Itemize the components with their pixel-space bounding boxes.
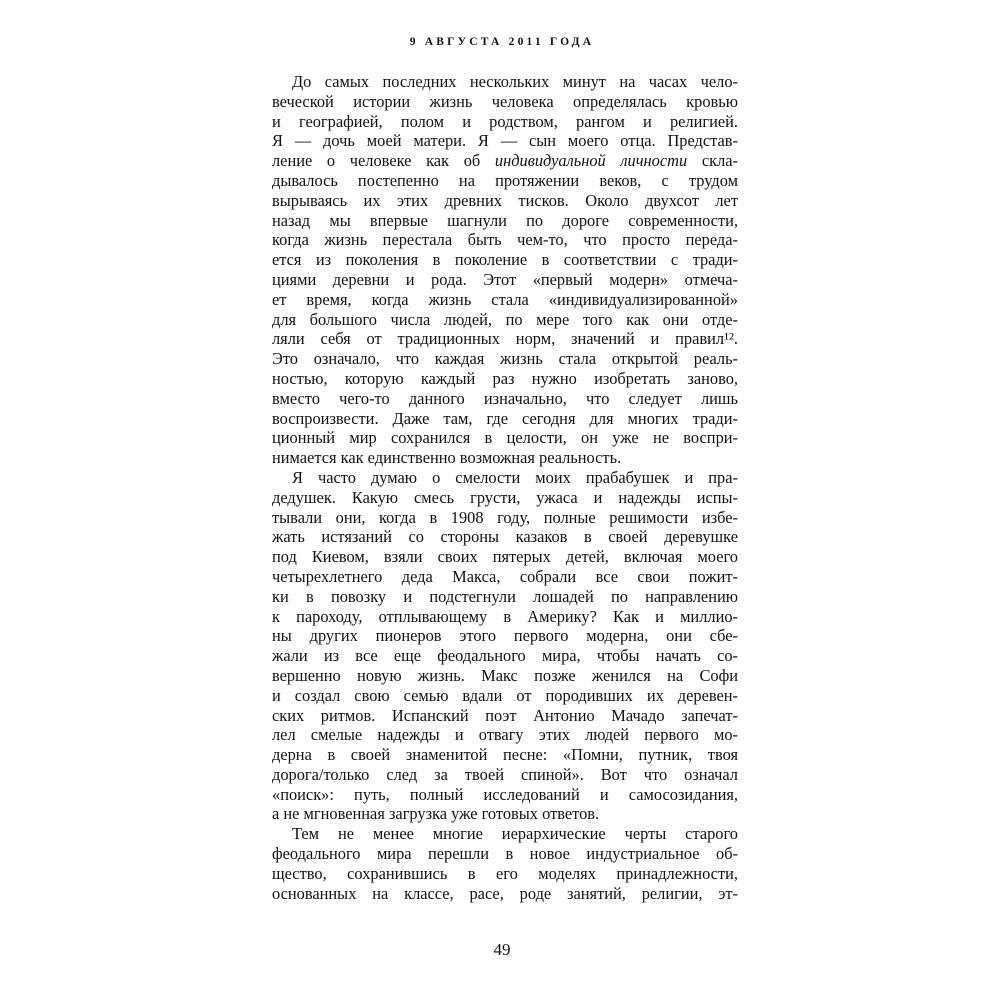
text-line: ет время, когда жизнь стала «индивидуализированной» <box>272 289 738 309</box>
text-line: Тем не менее многие иерархические черты старого <box>292 824 738 844</box>
text-line: к пароходу, отплывающему в Америку? Как и миллио- <box>272 606 738 626</box>
text-line: ционный мир сохранился в целости, он уже не воспри- <box>272 428 738 448</box>
text-line: дедушек. Какую смесь грусти, ужаса и надежды испы- <box>272 487 738 507</box>
text-line: лел смелые надежды и отвагу этих людей первого мо- <box>272 725 738 745</box>
text-line: воспроизвести. Даже там, где сегодня для многих тради- <box>272 408 738 428</box>
paragraph <box>272 72 738 468</box>
text-line: дорога/только след за твоей спиной». Вот что означал <box>272 764 738 784</box>
paragraph <box>272 824 738 903</box>
text-line: а не мгновенная загрузка уже готовых ответов. <box>272 804 600 824</box>
text-line: веческой истории жизнь человека определялась кровью <box>272 91 738 111</box>
text-line: Я часто думаю о смелости моих прабабушек и пра- <box>292 467 738 487</box>
paragraph <box>272 468 738 824</box>
text-line: жать истязаний со стороны казаков в своей деревушке <box>272 527 738 547</box>
body-text <box>272 72 738 903</box>
text-line: когда жизнь перестала быть чем-то, что просто переда- <box>272 230 738 250</box>
text-line: нимается как единственно возможная реальность. <box>272 448 622 468</box>
text-line: Я — дочь моей матери. Я — сын моего отца. Представ- <box>272 131 738 151</box>
text-line: ны других пионеров этого первого модерна, они сбе- <box>272 626 738 646</box>
text-line: и географией, полом и родством, рангом и религией. <box>272 111 738 131</box>
text-line: ностью, которую каждый раз нужно изобретать заново, <box>272 368 738 388</box>
text-line: ки в повозку и подстегнули лошадей по направлению <box>272 586 738 606</box>
text-line: и создал свою семью вдали от породивших их деревен- <box>272 685 738 705</box>
text-line: основанных на классе, расе, роде занятий, религии, эт- <box>272 883 738 903</box>
text-line: ется из поколения в поколение в соответствии с тради- <box>272 250 738 270</box>
text-line: ление о человеке как об индивидуальной личности скла- <box>272 151 738 171</box>
text-line: дывалось постепенно на протяжении веков, с трудом <box>272 170 738 190</box>
text-line: циями деревни и рода. Этот «первый модерн» отмеча- <box>272 269 738 289</box>
text-line: ляли себя от традиционных норм, значений и правил¹². <box>272 329 738 349</box>
page-number: 49 <box>493 940 511 959</box>
text-line: назад мы впервые шагнули по дороге современности, <box>272 210 738 230</box>
text-line: вершенно новую жизнь. Макс позже женился на Софи <box>272 665 738 685</box>
text-line: четырехлетнего деда Макса, собрали все свои пожит- <box>272 566 738 586</box>
text-line: вместо чего-то данного изначально, что следует лишь <box>272 388 738 408</box>
text-line: До самых последних нескольких минут на часах чело- <box>292 72 738 91</box>
text-line: щество, сохранившись в его моделях принадлежности, <box>272 863 738 883</box>
text-line: ских ритмов. Испанский поэт Антонио Мачадо запечат- <box>272 705 738 725</box>
text-line: Это означало, что каждая жизнь стала открытой реаль- <box>272 349 738 369</box>
text-line: тывали они, когда в 1908 году, полные решимости избе- <box>272 507 738 527</box>
text-line: феодального мира перешли в новое индустриальное об- <box>272 844 738 864</box>
text-line: вырываясь их этих древних тисков. Около двухсот лет <box>272 190 738 210</box>
text-line: «поиск»: путь, полный исследований и самосозидания, <box>272 784 738 804</box>
text-line: дерна в своей знаменитой песне: «Помни, путник, твоя <box>272 745 738 765</box>
text-line: для большого числа людей, по мере того как они отде- <box>272 309 738 329</box>
text-line: под Киевом, взяли своих пятерых детей, включая моего <box>272 547 738 567</box>
running-header: 9 АВГУСТА 2011 ГОДА <box>409 36 595 48</box>
text-line: жали из все еще феодального мира, чтобы начать со- <box>272 646 738 666</box>
